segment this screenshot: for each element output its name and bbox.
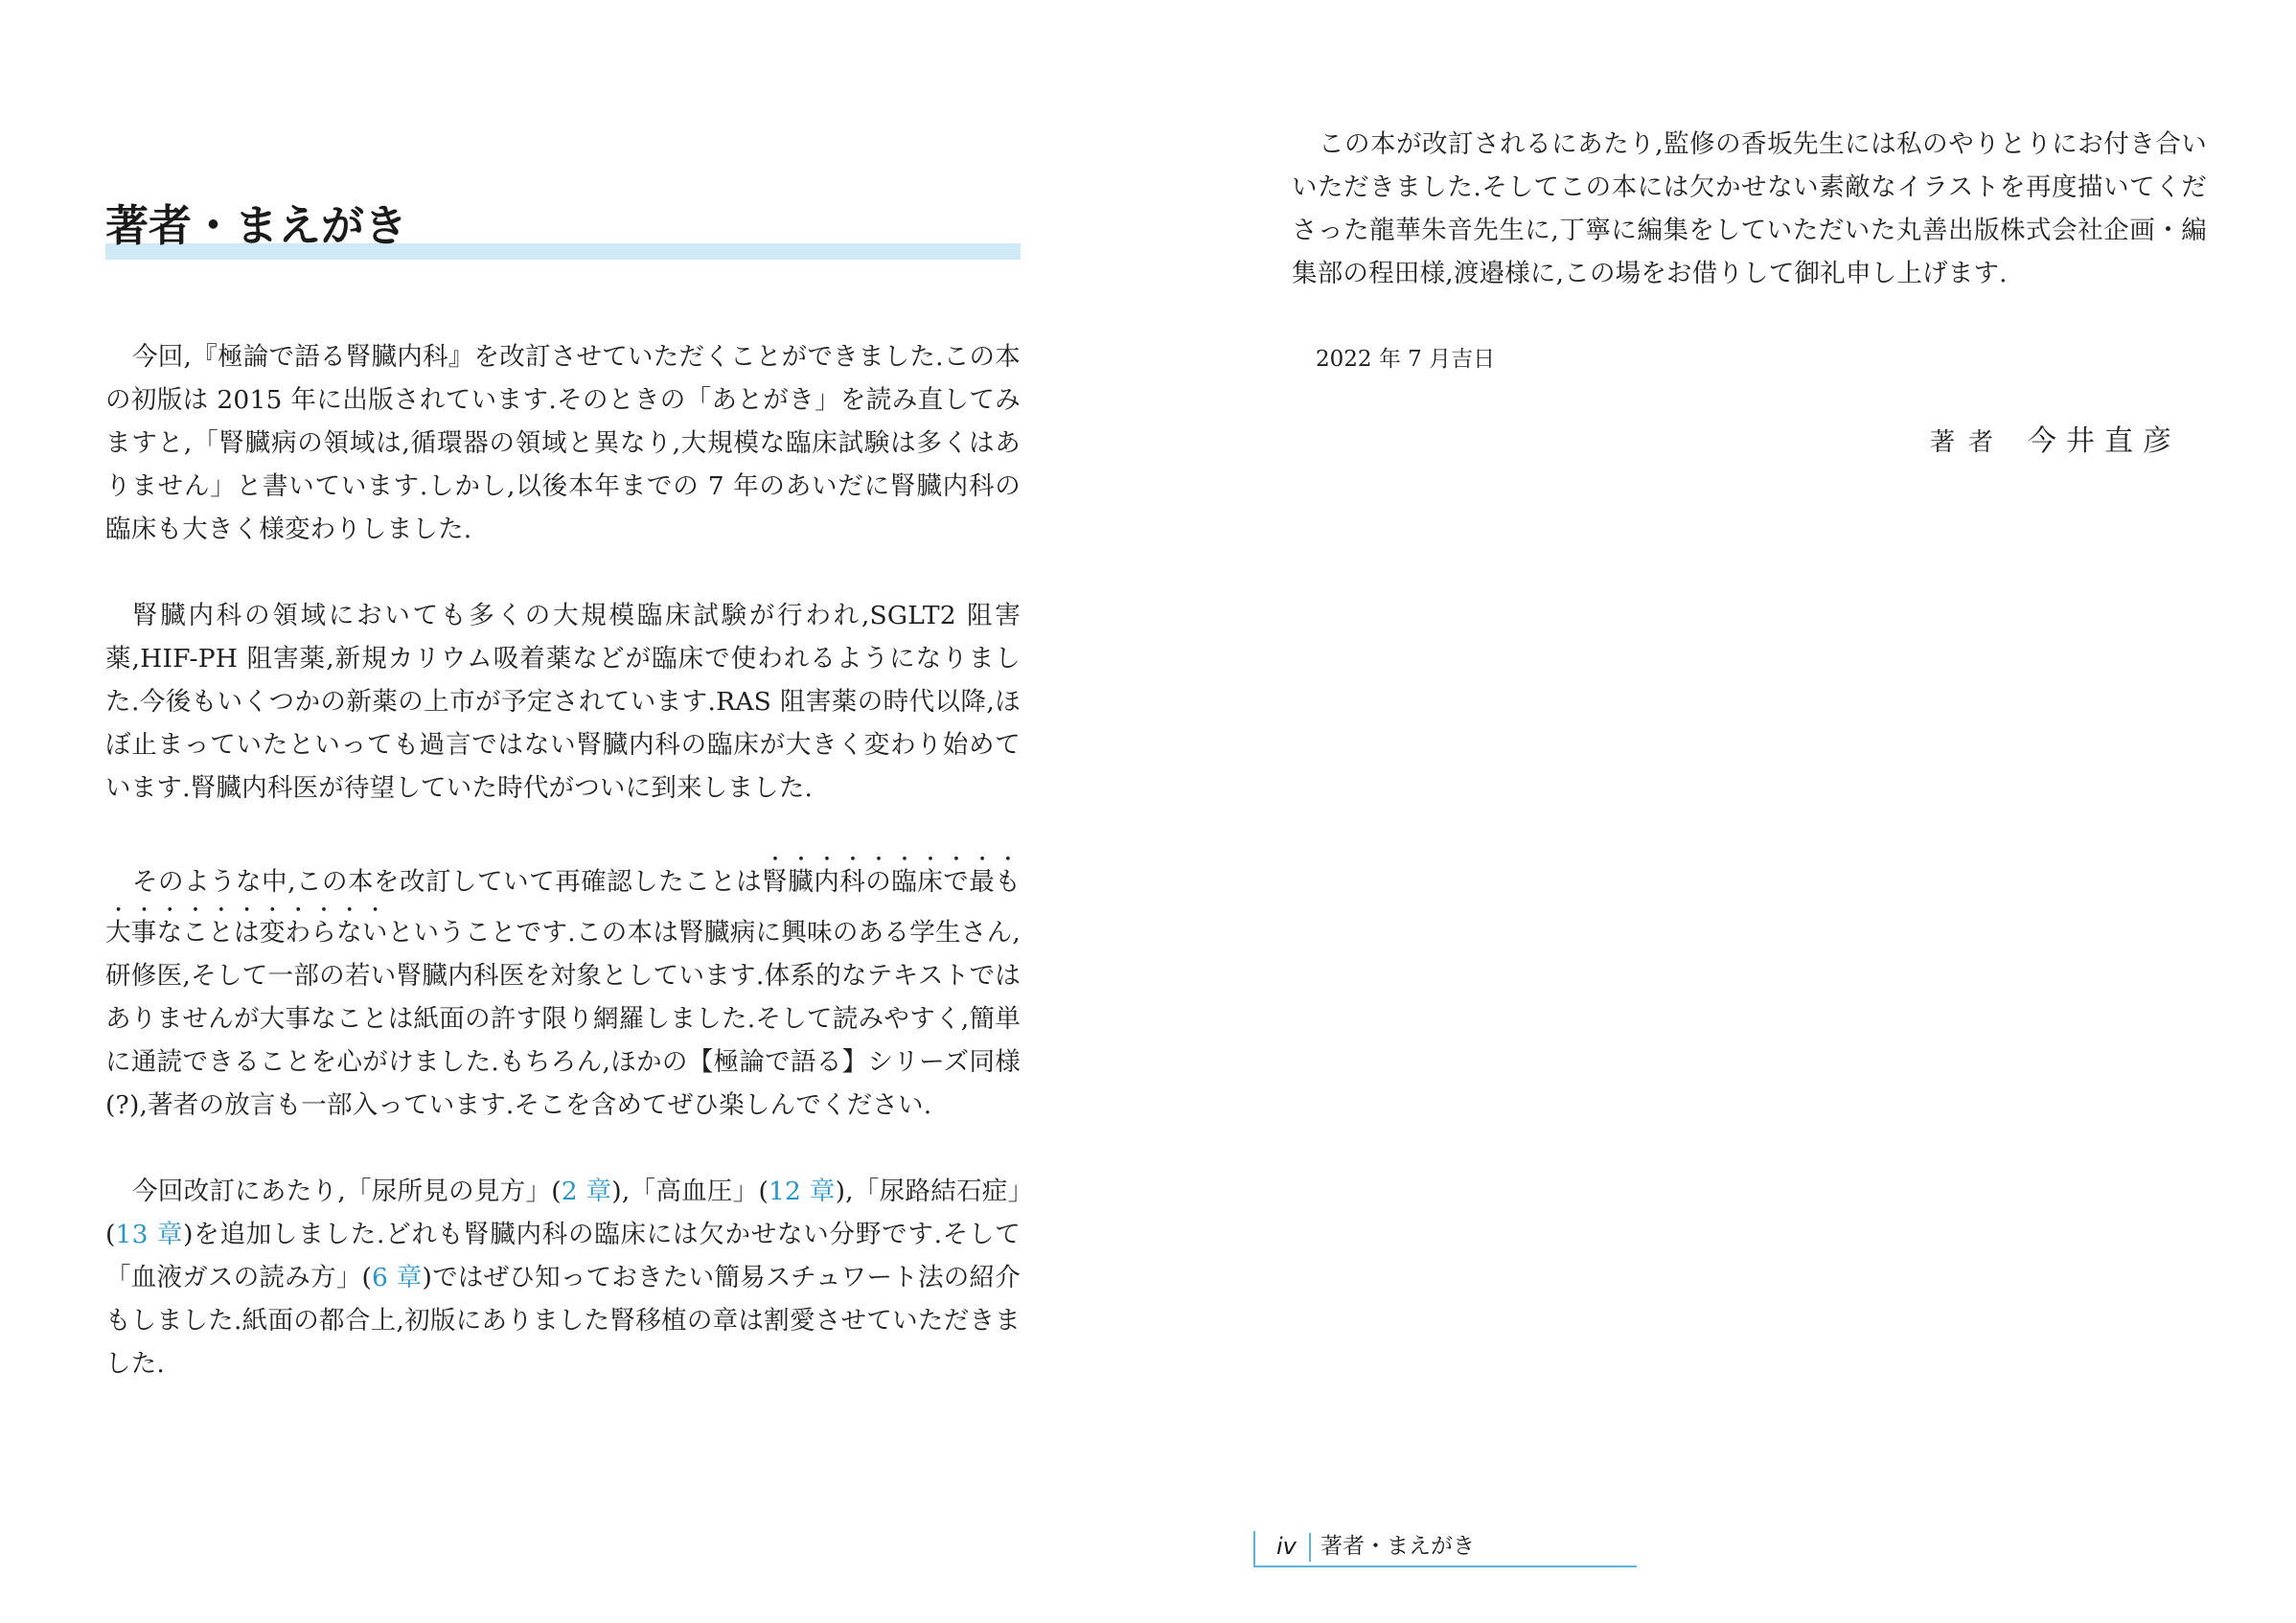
paragraph-4-text-2: ),「高血圧」( <box>611 1177 769 1206</box>
paragraph-3-text-a: そのような中,この本を改訂していて再確認したことは <box>132 867 763 897</box>
paragraph-3-text-b: ということです.この本は腎臓病に興味のある学生さん,研修医,そして一部の若い腎臓内科医を対象としています.体系的なテキストではありませんが大事なことは紙面の許す限り網羅しました.そして読みやすく,簡単に通読できることを心がけました.もちろん,ほかの【極論で語る】シリーズ同様(?),著者の放言も一部入っています.そこを含めてぜひ楽しんでください. <box>105 918 1022 1120</box>
date-line: 2022 年 7 月吉日 <box>1316 347 1496 372</box>
signature-role: 著者 <box>1929 428 2007 457</box>
acknowledgement-paragraph: この本が改訂されるにあたり,監修の香坂先生には私のやりとりにお付き合いいただきました.そしてこの本には欠かせない素敵なイラストを再度描いてくださった龍華朱音先生に,丁寧に編集をしていただいた丸善出版株式会社企画・編集部の程田様,渡邉様に,この場をお借りして御礼申し上げます. <box>1292 129 2207 288</box>
chapter-link-6[interactable]: 6 章 <box>372 1263 423 1292</box>
emphasized-phrase: 腎臓内科の臨床で最も大事なことは変わらない <box>105 867 1021 948</box>
paragraph-4-text-3: ),「尿路結石症」( <box>105 1177 1021 1249</box>
chapter-link-13[interactable]: 13 章 <box>115 1220 184 1249</box>
paragraph-4 <box>105 1170 1021 1385</box>
author-signature <box>1930 423 2181 462</box>
paragraph-1: 今回,『極論で語る腎臓内科』を改訂させていただくことができました.この本の初版は 2015 年に出版されています.そのときの「あとがき」を読み直してみますと,「腎臓病の領域は,循環器の領域と異なり,大規模な臨床試験は多くはありません」と書いています.しかし,以後本年までの 7 年のあいだに腎臓内科の臨床も大きく様変わりしました. <box>105 342 1021 544</box>
signature-name: 今井直彦 <box>2028 424 2181 458</box>
paragraph-3 <box>105 853 1021 1127</box>
title-block <box>105 196 1021 260</box>
chapter-link-12[interactable]: 12 章 <box>769 1177 836 1206</box>
page-number: iv <box>1276 1533 1297 1560</box>
left-body-text <box>105 335 1021 1429</box>
chapter-link-2[interactable]: 2 章 <box>561 1177 612 1206</box>
footer-left-rule <box>1253 1531 1255 1566</box>
right-page <box>1148 0 2296 1623</box>
paragraph-4-text-5: )ではぜひ知っておきたい簡易スチュワート法の紹介もしました.紙面の都合上,初版にありました腎移植の章は割愛させていただきました. <box>105 1263 1021 1379</box>
page-title: 著者・まえがき <box>105 200 408 251</box>
paragraph-2: 腎臓内科の領域においても多くの大規模臨床試験が行われ,SGLT2 阻害薬,HIF-PH 阻害薬,新規カリウム吸着薬などが臨床で使われるようになりました.今後もいくつかの新薬の上市が予定されています.RAS 阻害薬の時代以降,ほぼ止まっていたといっても過言ではない腎臓内科の臨床が大きく変わり始めています.腎臓内科医が待望していた時代がついに到来しました. <box>105 601 1021 803</box>
paragraph-4-text-4: )を追加しました.どれも腎臓内科の臨床には欠かせない分野です.そして「血液ガスの読み方」( <box>105 1220 1021 1292</box>
right-body-text <box>1292 123 2207 338</box>
footer-separator <box>1309 1533 1311 1562</box>
running-title: 著者・まえがき <box>1320 1534 1475 1559</box>
page-footer <box>1253 1527 1637 1567</box>
paragraph-4-text-1: 今回改訂にあたり,「尿所見の見方」( <box>132 1177 562 1206</box>
